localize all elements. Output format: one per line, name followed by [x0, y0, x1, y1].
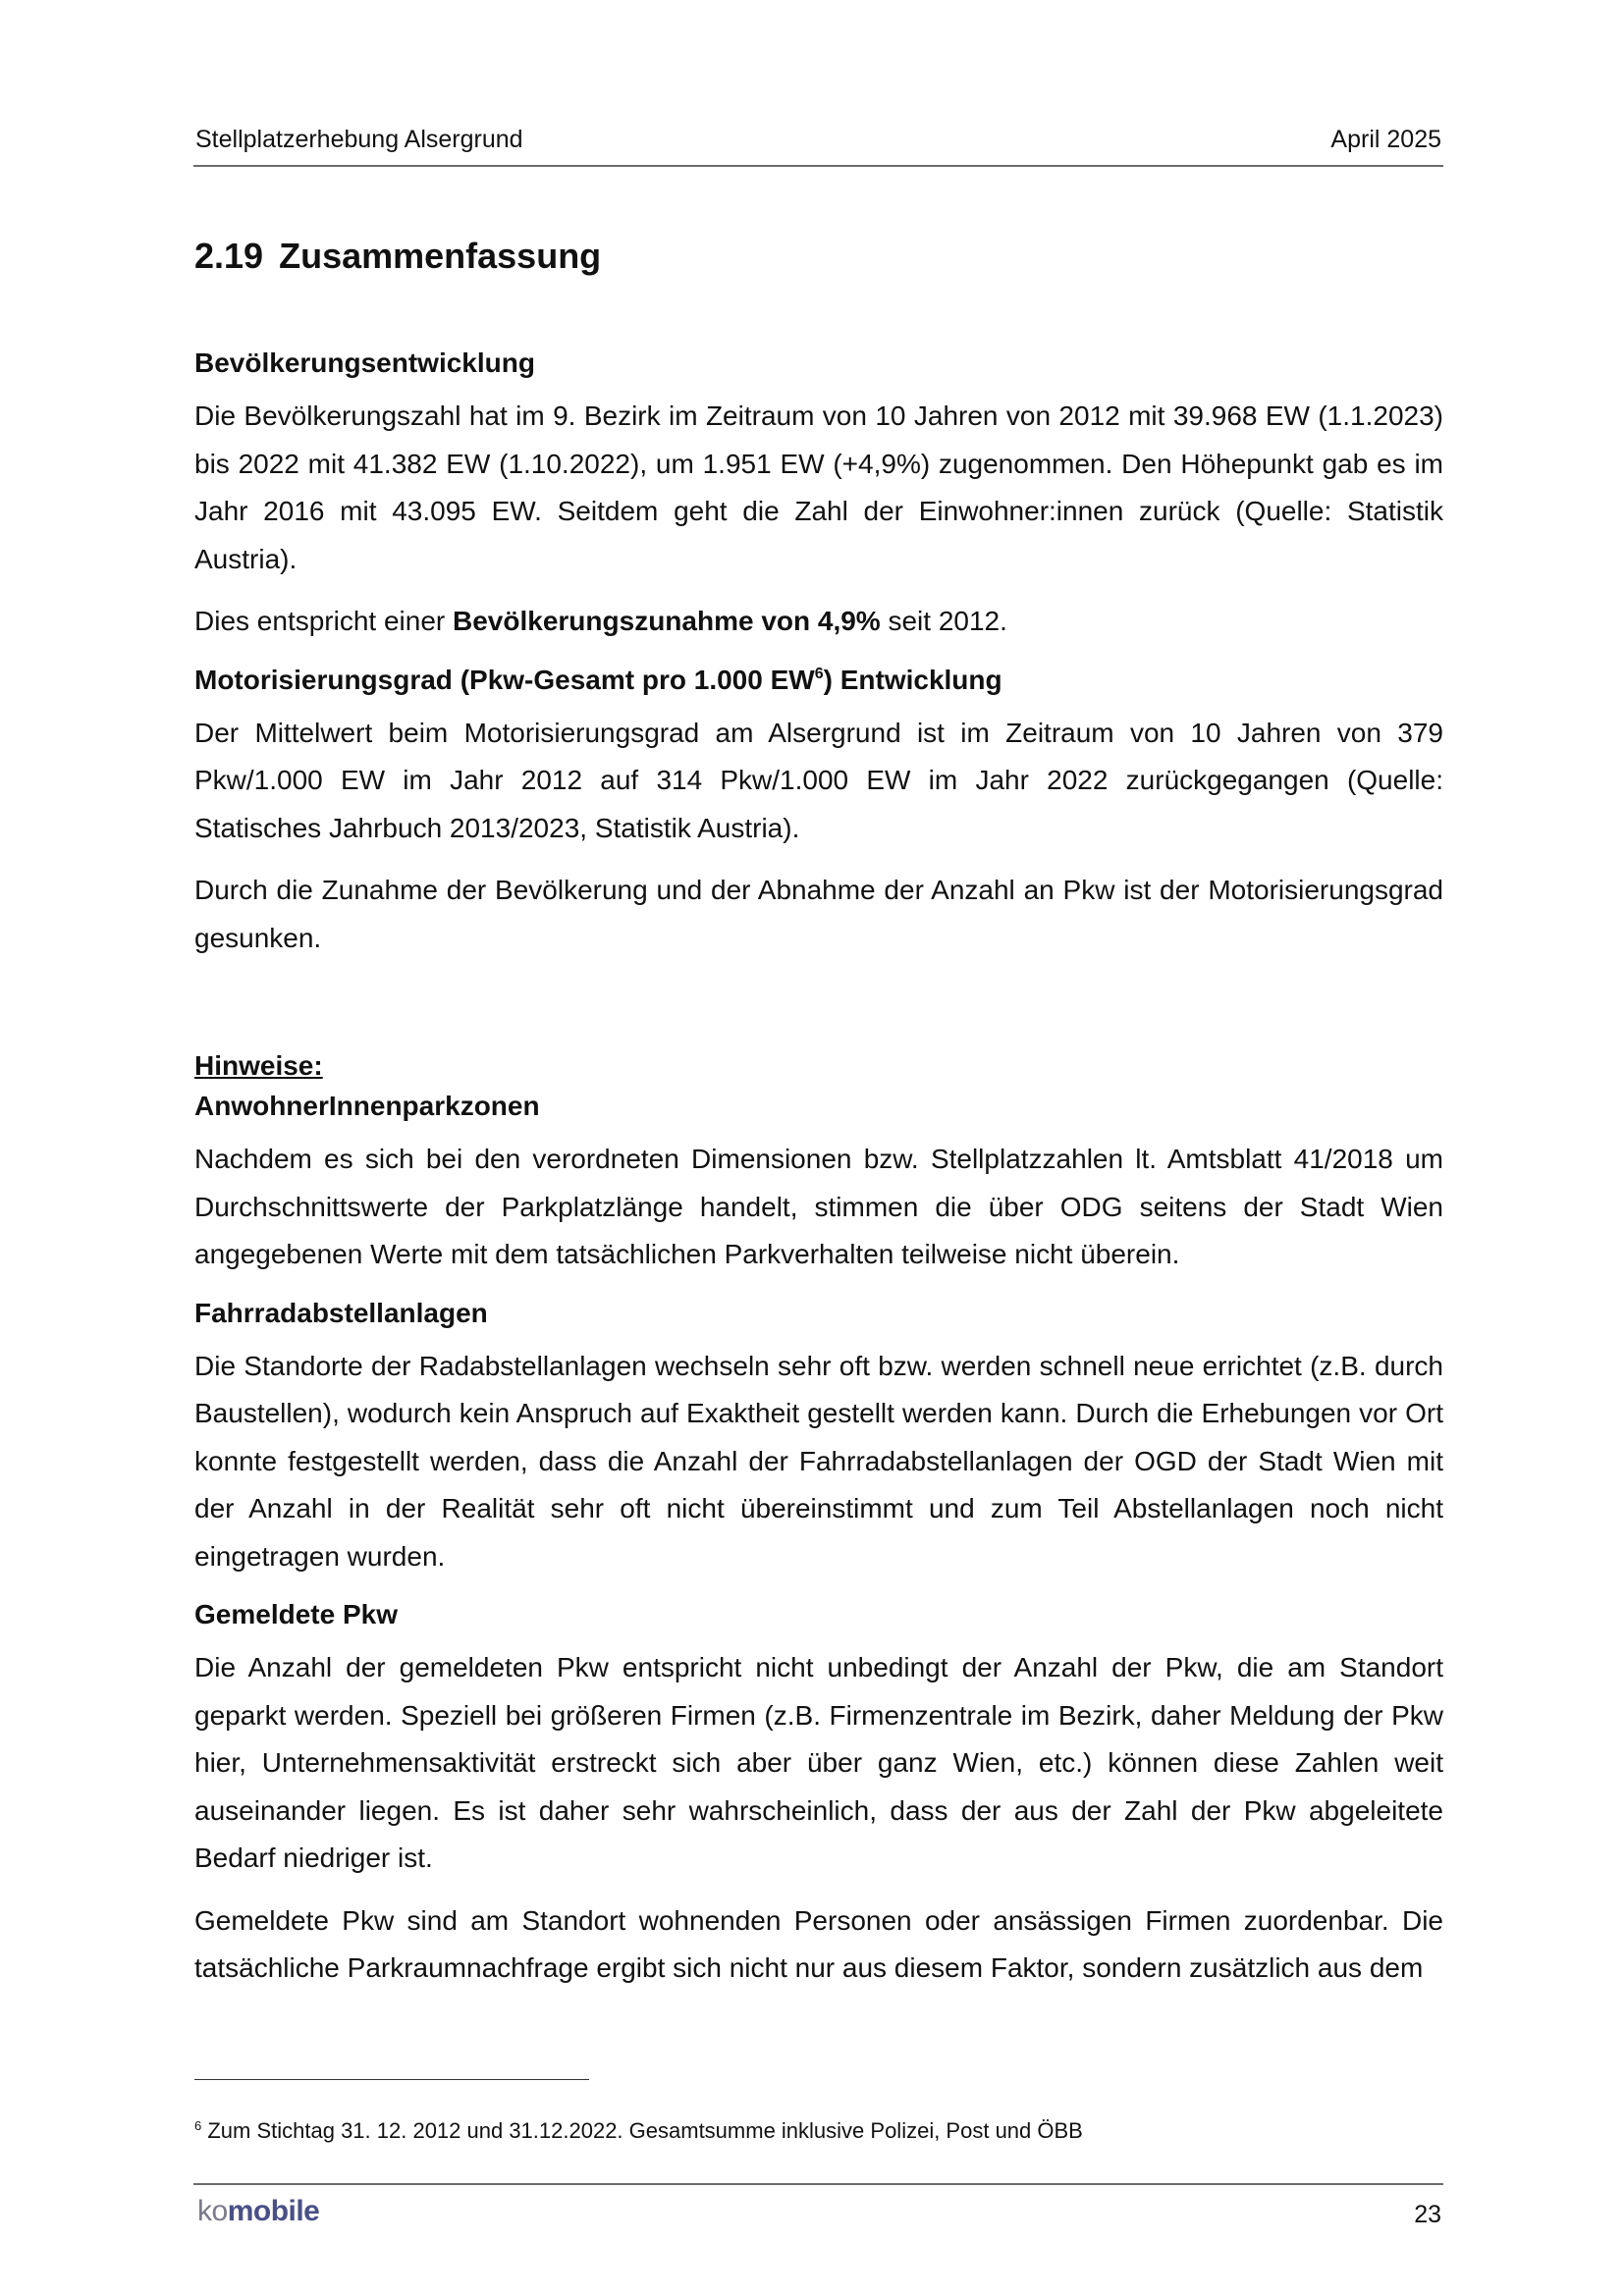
- hinweise-label: Hinweise:: [194, 1050, 323, 1081]
- subheading-fahrradabstellanlagen: Fahrradabstellanlagen: [194, 1297, 488, 1328]
- paragraph-gemeldete-pkw-2: Gemeldete Pkw sind am Standort wohnenden Personen oder ansässigen Firmen zuordenbar. Die tatsächliche Parkraumnachfrage ergibt sich nicht nur aus diesem Faktor, sondern zusätzlich aus dem: [194, 1904, 1443, 1983]
- spacer: [194, 977, 1443, 1045]
- summary-text-pre: Dies entspricht einer: [194, 606, 454, 636]
- paragraph-anwohnerparkzonen: Nachdem es sich bei den verordneten Dimensionen bzw. Stellplatzzahlen lt. Amtsblatt 41/2018 um Durchschnittswerte der Parkplatzlänge handelt, stimmen die über ODG seitens der Stadt Wien angegebenen Werte mit dem tatsächlichen Parkverhalten teilweise nicht überein.: [194, 1144, 1443, 1269]
- logo-ko: ko: [197, 2195, 228, 2227]
- paragraph-bevoelkerung: Die Bevölkerungszahl hat im 9. Bezirk im Zeitraum von 10 Jahren von 2012 mit 39.968 EW (1.1.2023) bis 2022 mit 41.382 EW (1.10.2022), um 1.951 EW (+4,9%) zugenommen. Den Höhepunkt gab es im Jahr 2016 mit 43.095 EW. Seitdem geht die Zahl der Einwohner:innen zurück (Quelle: Statistik Austria).: [194, 400, 1443, 574]
- main-content: [194, 236, 1443, 2007]
- subheading-gemeldete-pkw: Gemeldete Pkw: [194, 1599, 398, 1629]
- subheading-motorisierung: [194, 661, 1443, 700]
- paragraph-gemeldete-pkw-1: Die Anzahl der gemeldeten Pkw entspricht nicht unbedingt der Anzahl der Pkw, die am Standort geparkt werden. Speziell bei größeren Firmen (z.B. Firmenzentrale im Bezirk, daher Meldung der Pkw hier, Unternehmensaktivität erstreckt sich aber über ganz Wien, etc.) können diese Zahlen weit auseinander liegen. Es ist daher sehr wahrscheinlich, dass der aus der Zahl der Pkw abgeleitete Bedarf niedriger ist.: [194, 1652, 1443, 1873]
- header-title: Stellplatzerhebung Alsergrund: [195, 126, 523, 153]
- subheading-motorisierung-post: ) Entwicklung: [823, 664, 1002, 695]
- subheading-bevoelkerung: Bevölkerungsentwicklung: [194, 347, 535, 378]
- footnote-marker: 6: [194, 2118, 202, 2133]
- section-number: 2.19: [194, 236, 264, 276]
- subheading-motorisierung-pre: Motorisierungsgrad (Pkw-Gesamt pro 1.000 EW: [194, 664, 815, 695]
- summary-text-bold: Bevölkerungszunahme von 4,9%: [453, 606, 881, 636]
- paragraph-motorisierung: Der Mittelwert beim Motorisierungsgrad am Alsergrund ist im Zeitraum von 10 Jahren von 379 Pkw/1.000 EW im Jahr 2012 auf 314 Pkw/1.000 EW im Jahr 2022 zurückgegangen (Quelle: Statisches Jahrbuch 2013/2023, Statistik Austria).: [194, 717, 1443, 843]
- subheading-anwohnerparkzonen: AnwohnerInnenparkzonen: [194, 1091, 540, 1121]
- footnote-divider: [194, 2079, 589, 2080]
- page-footer: [193, 2183, 1443, 2244]
- page-number: 23: [1414, 2201, 1441, 2228]
- paragraph-bevoelkerung-summary: [194, 598, 1443, 646]
- footnote-text: Zum Stichtag 31. 12. 2012 und 31.12.2022. Gesamtsumme inklusive Polizei, Post und ÖBB: [201, 2118, 1083, 2143]
- footnote: [194, 2118, 1083, 2144]
- komobile-logo: [197, 2195, 319, 2228]
- header-date: April 2025: [1330, 126, 1441, 153]
- paragraph-motorisierung-conclusion: Durch die Zunahme der Bevölkerung und der Abnahme der Anzahl an Pkw ist der Motorisierungsgrad gesunken.: [194, 875, 1443, 953]
- section-heading: [194, 236, 1443, 277]
- footnote-ref[interactable]: 6: [814, 665, 824, 682]
- page-header: [193, 124, 1443, 167]
- logo-mobile: mobile: [227, 2195, 320, 2227]
- section-title: Zusammenfassung: [279, 236, 602, 276]
- paragraph-fahrradabstellanlagen: Die Standorte der Radabstellanlagen wechseln sehr oft bzw. werden schnell neue errichtet (z.B. durch Baustellen), wodurch kein Anspruch auf Exaktheit gestellt werden kann. Durch die Erhebungen vor Ort konnte festgestellt werden, dass die Anzahl der Fahrradabstellanlagen der OGD der Stadt Wien mit der Anzahl in der Realität sehr oft nicht übereinstimmt und zum Teil Abstellanlagen noch nicht eingetragen wurden.: [194, 1350, 1443, 1572]
- summary-text-post: seit 2012.: [880, 606, 1007, 636]
